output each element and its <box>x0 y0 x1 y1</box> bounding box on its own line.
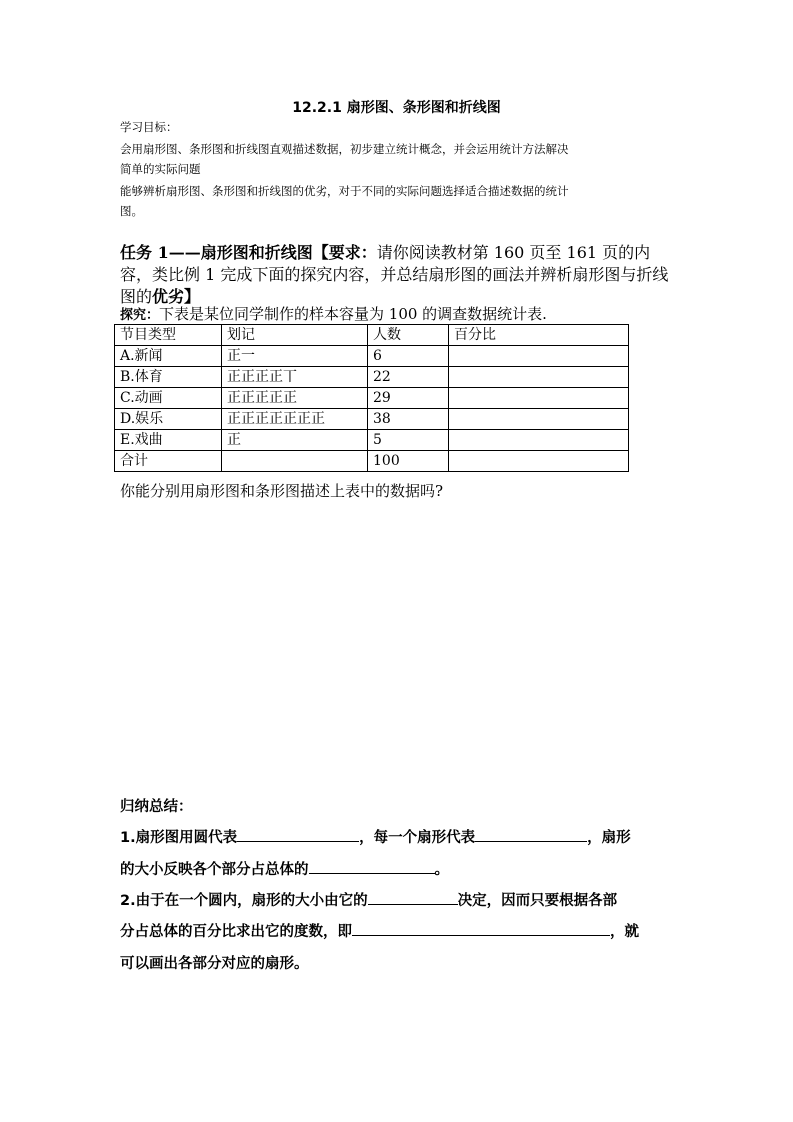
objective-line-1: 会用扇形图、条形图和折线图直观描述数据，初步建立统计概念，并会运用统计方法解决 <box>120 142 569 156</box>
summary-text: 分占总体的百分比求出它的度数，即 <box>120 924 352 940</box>
answer-blank[interactable] <box>309 859 435 874</box>
table-cell: 5 <box>368 430 449 451</box>
summary-text: 的大小反映各个部分占总体的 <box>120 862 309 878</box>
table-row <box>115 367 629 388</box>
summary-line-4 <box>120 920 639 941</box>
answer-blank[interactable] <box>368 890 458 905</box>
task-paragraph <box>120 242 680 308</box>
table-cell <box>449 388 629 409</box>
table-cell <box>449 346 629 367</box>
summary-line-1 <box>120 826 631 847</box>
header-cell: 百分比 <box>449 325 629 346</box>
summary-heading: 归纳总结： <box>120 799 193 815</box>
summary-text: ，就 <box>610 924 639 940</box>
table-cell: A.新闻 <box>115 346 222 367</box>
answer-blank[interactable] <box>237 827 359 842</box>
table-cell: C.动画 <box>115 388 222 409</box>
task-label: 任务 1——扇形图和折线图【要求： <box>120 243 377 262</box>
table-row <box>115 346 629 367</box>
task-end: 优劣】 <box>152 287 201 306</box>
table-cell: B.体育 <box>115 367 222 388</box>
header-cell: 划记 <box>222 325 368 346</box>
summary-text: 决定，因而只要根据各部 <box>457 893 618 909</box>
table-cell <box>449 367 629 388</box>
header-cell: 人数 <box>368 325 449 346</box>
table-cell: 正一 <box>222 346 368 367</box>
summary-text: 1.扇形图用圆代表 <box>120 830 238 846</box>
summary-line-2 <box>120 858 449 879</box>
table-cell: D.娱乐 <box>115 409 222 430</box>
objective-line-3: 能够辨析扇形图、条形图和折线图的优劣，对于不同的实际问题选择适合描述数据的统计 <box>120 184 569 198</box>
explore-text: 下表是某位同学制作的样本容量为 100 的调查数据统计表. <box>159 305 547 323</box>
table-cell: 正正正正丅 <box>222 367 368 388</box>
table-cell: 100 <box>368 451 449 472</box>
explore-line <box>120 305 547 325</box>
summary-text: ，扇形 <box>587 830 631 846</box>
page-title: 12.2.1 扇形图、条形图和折线图 <box>292 100 501 116</box>
objective-line-4: 图。 <box>120 204 143 218</box>
summary-line-5: 可以画出各部分对应的扇形。 <box>120 956 309 972</box>
table-cell: 正正正正正 <box>222 388 368 409</box>
objective-line-2: 简单的实际问题 <box>120 162 201 176</box>
question-text: 你能分别用扇形图和条形图描述上表中的数据吗? <box>120 482 444 500</box>
table-cell: 正 <box>222 430 368 451</box>
table-cell: 29 <box>368 388 449 409</box>
table-row <box>115 409 629 430</box>
table-cell: E.戏曲 <box>115 430 222 451</box>
table-cell <box>222 451 368 472</box>
table-cell <box>449 409 629 430</box>
explore-label: 探究： <box>120 308 160 323</box>
table-cell <box>449 451 629 472</box>
header-cell: 节目类型 <box>115 325 222 346</box>
table-cell <box>449 430 629 451</box>
table-row <box>115 430 629 451</box>
table-cell: 6 <box>368 346 449 367</box>
table-cell: 合计 <box>115 451 222 472</box>
table-cell: 38 <box>368 409 449 430</box>
summary-line-3 <box>120 889 617 910</box>
stats-table <box>114 324 629 472</box>
objectives-heading: 学习目标： <box>120 120 178 134</box>
table-total-row <box>115 451 629 472</box>
table-row <box>115 388 629 409</box>
table-cell: 22 <box>368 367 449 388</box>
summary-text: 2.由于在一个圆内，扇形的大小由它的 <box>120 893 368 909</box>
answer-blank[interactable] <box>352 921 610 936</box>
table-cell: 正正正正正正正 <box>222 409 368 430</box>
summary-text: 。 <box>434 862 449 878</box>
summary-text: ，每一个扇形代表 <box>359 830 476 846</box>
task-text: 请你阅读教材第 160 页至 161 页的内容，类比例 1 完成下面的探究内容，并总结扇形图的画法并辨析扇形图与折线图的 <box>120 243 669 306</box>
table-header-row <box>115 325 629 346</box>
answer-blank[interactable] <box>475 827 587 842</box>
